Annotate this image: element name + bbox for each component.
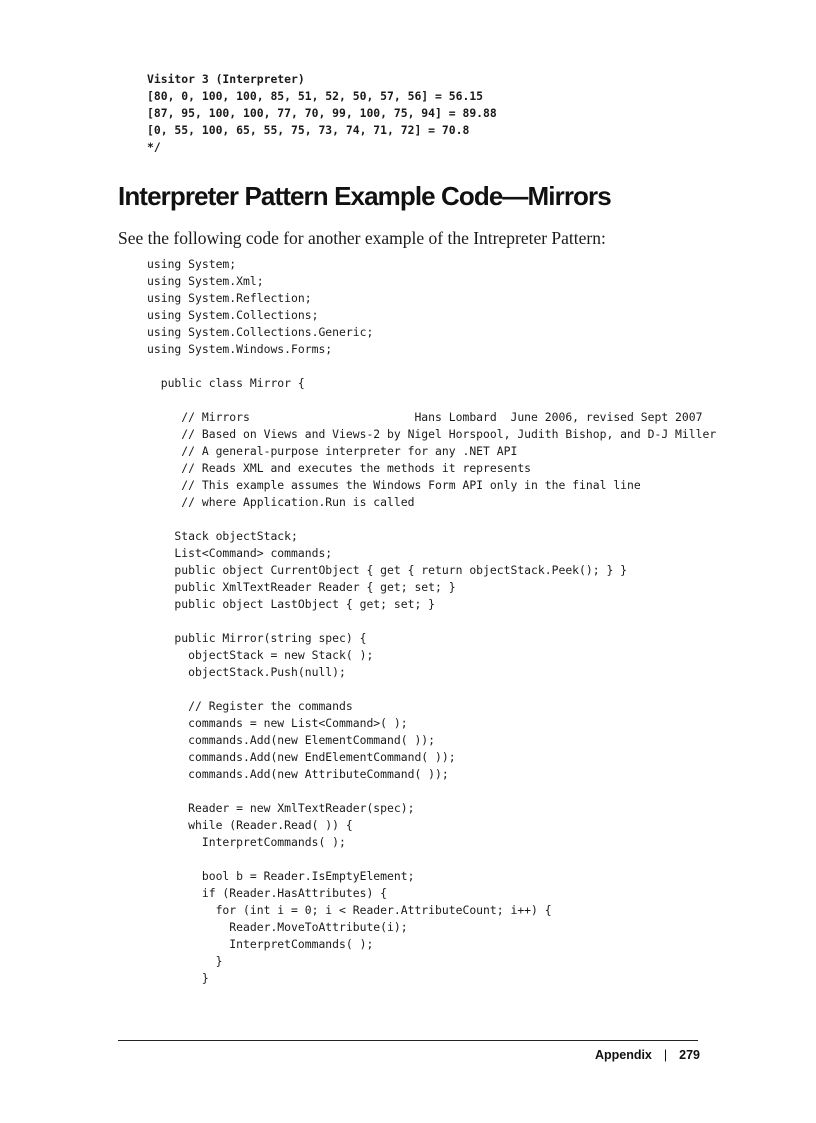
code-line: Visitor 3 (Interpreter) — [147, 72, 305, 86]
code-line: Stack objectStack; — [147, 529, 298, 543]
code-line — [147, 783, 716, 800]
code-block-output — [147, 71, 497, 156]
code-line: [80, 0, 100, 100, 85, 51, 52, 50, 57, 56] = 56.15 — [147, 89, 484, 103]
code-line: // A general-purpose interpreter for any .NET API — [147, 444, 518, 458]
code-line: [87, 95, 100, 100, 77, 70, 99, 100, 75, 94] = 89.88 — [147, 106, 497, 120]
code-line: } — [147, 954, 223, 968]
code-line: commands.Add(new EndElementCommand( )); — [147, 750, 456, 764]
code-line: bool b = Reader.IsEmptyElement; — [147, 869, 415, 883]
code-line: commands.Add(new ElementCommand( )); — [147, 733, 436, 747]
footer-separator: | — [663, 1048, 668, 1062]
code-line: using System.Xml; — [147, 274, 264, 288]
page-footer — [595, 1048, 700, 1062]
code-line: public XmlTextReader Reader { get; set; } — [147, 580, 456, 594]
code-line: using System.Windows.Forms; — [147, 342, 333, 356]
code-line — [147, 613, 716, 630]
footer-section-label: Appendix — [594, 1048, 652, 1062]
code-line: // Mirrors Hans Lombard June 2006, revised Sept 2007 — [147, 410, 703, 424]
code-line: commands = new List<Command>( ); — [147, 716, 408, 730]
code-line: using System.Reflection; — [147, 291, 312, 305]
code-line: public Mirror(string spec) { — [147, 631, 367, 645]
intro-paragraph: See the following code for another example of the Intrepreter Pattern: — [118, 228, 606, 248]
footer-divider — [118, 1040, 698, 1041]
code-line: public object CurrentObject { get { return objectStack.Peek(); } } — [147, 563, 628, 577]
code-line: objectStack.Push(null); — [147, 665, 346, 679]
code-line: using System.Collections.Generic; — [147, 325, 374, 339]
code-line: while (Reader.Read( )) { — [147, 818, 353, 832]
code-line: for (int i = 0; i < Reader.AttributeCount; i++) { — [147, 903, 552, 917]
code-line — [147, 511, 716, 528]
code-line: if (Reader.HasAttributes) { — [147, 886, 388, 900]
code-line: } — [147, 971, 209, 985]
code-line: using System.Collections; — [147, 308, 319, 322]
code-line: [0, 55, 100, 65, 55, 75, 73, 74, 71, 72] = 70.8 — [147, 123, 470, 137]
code-line: List<Command> commands; — [147, 546, 333, 560]
code-line: InterpretCommands( ); — [147, 937, 374, 951]
code-line: // Reads XML and executes the methods it represents — [147, 461, 532, 475]
code-line: using System; — [147, 257, 237, 271]
code-block-mirror — [147, 256, 716, 987]
code-line — [147, 681, 716, 698]
section-heading: Interpreter Pattern Example Code—Mirrors — [118, 181, 611, 211]
code-line: objectStack = new Stack( ); — [147, 648, 374, 662]
code-line: // Based on Views and Views-2 by Nigel Horspool, Judith Bishop, and D-J Miller — [147, 427, 717, 441]
code-line: public class Mirror { — [147, 376, 305, 390]
code-line — [147, 392, 716, 409]
code-line: // This example assumes the Windows Form API only in the final line — [147, 478, 641, 492]
code-line: // Register the commands — [147, 699, 353, 713]
code-line — [147, 358, 716, 375]
code-line: commands.Add(new AttributeCommand( )); — [147, 767, 449, 781]
code-line: InterpretCommands( ); — [147, 835, 346, 849]
code-line: */ — [147, 140, 161, 154]
code-line: public object LastObject { get; set; } — [147, 597, 436, 611]
code-line: // where Application.Run is called — [147, 495, 415, 509]
code-line — [147, 851, 716, 868]
page-number: 279 — [679, 1048, 700, 1062]
code-line: Reader = new XmlTextReader(spec); — [147, 801, 415, 815]
code-line: Reader.MoveToAttribute(i); — [147, 920, 408, 934]
